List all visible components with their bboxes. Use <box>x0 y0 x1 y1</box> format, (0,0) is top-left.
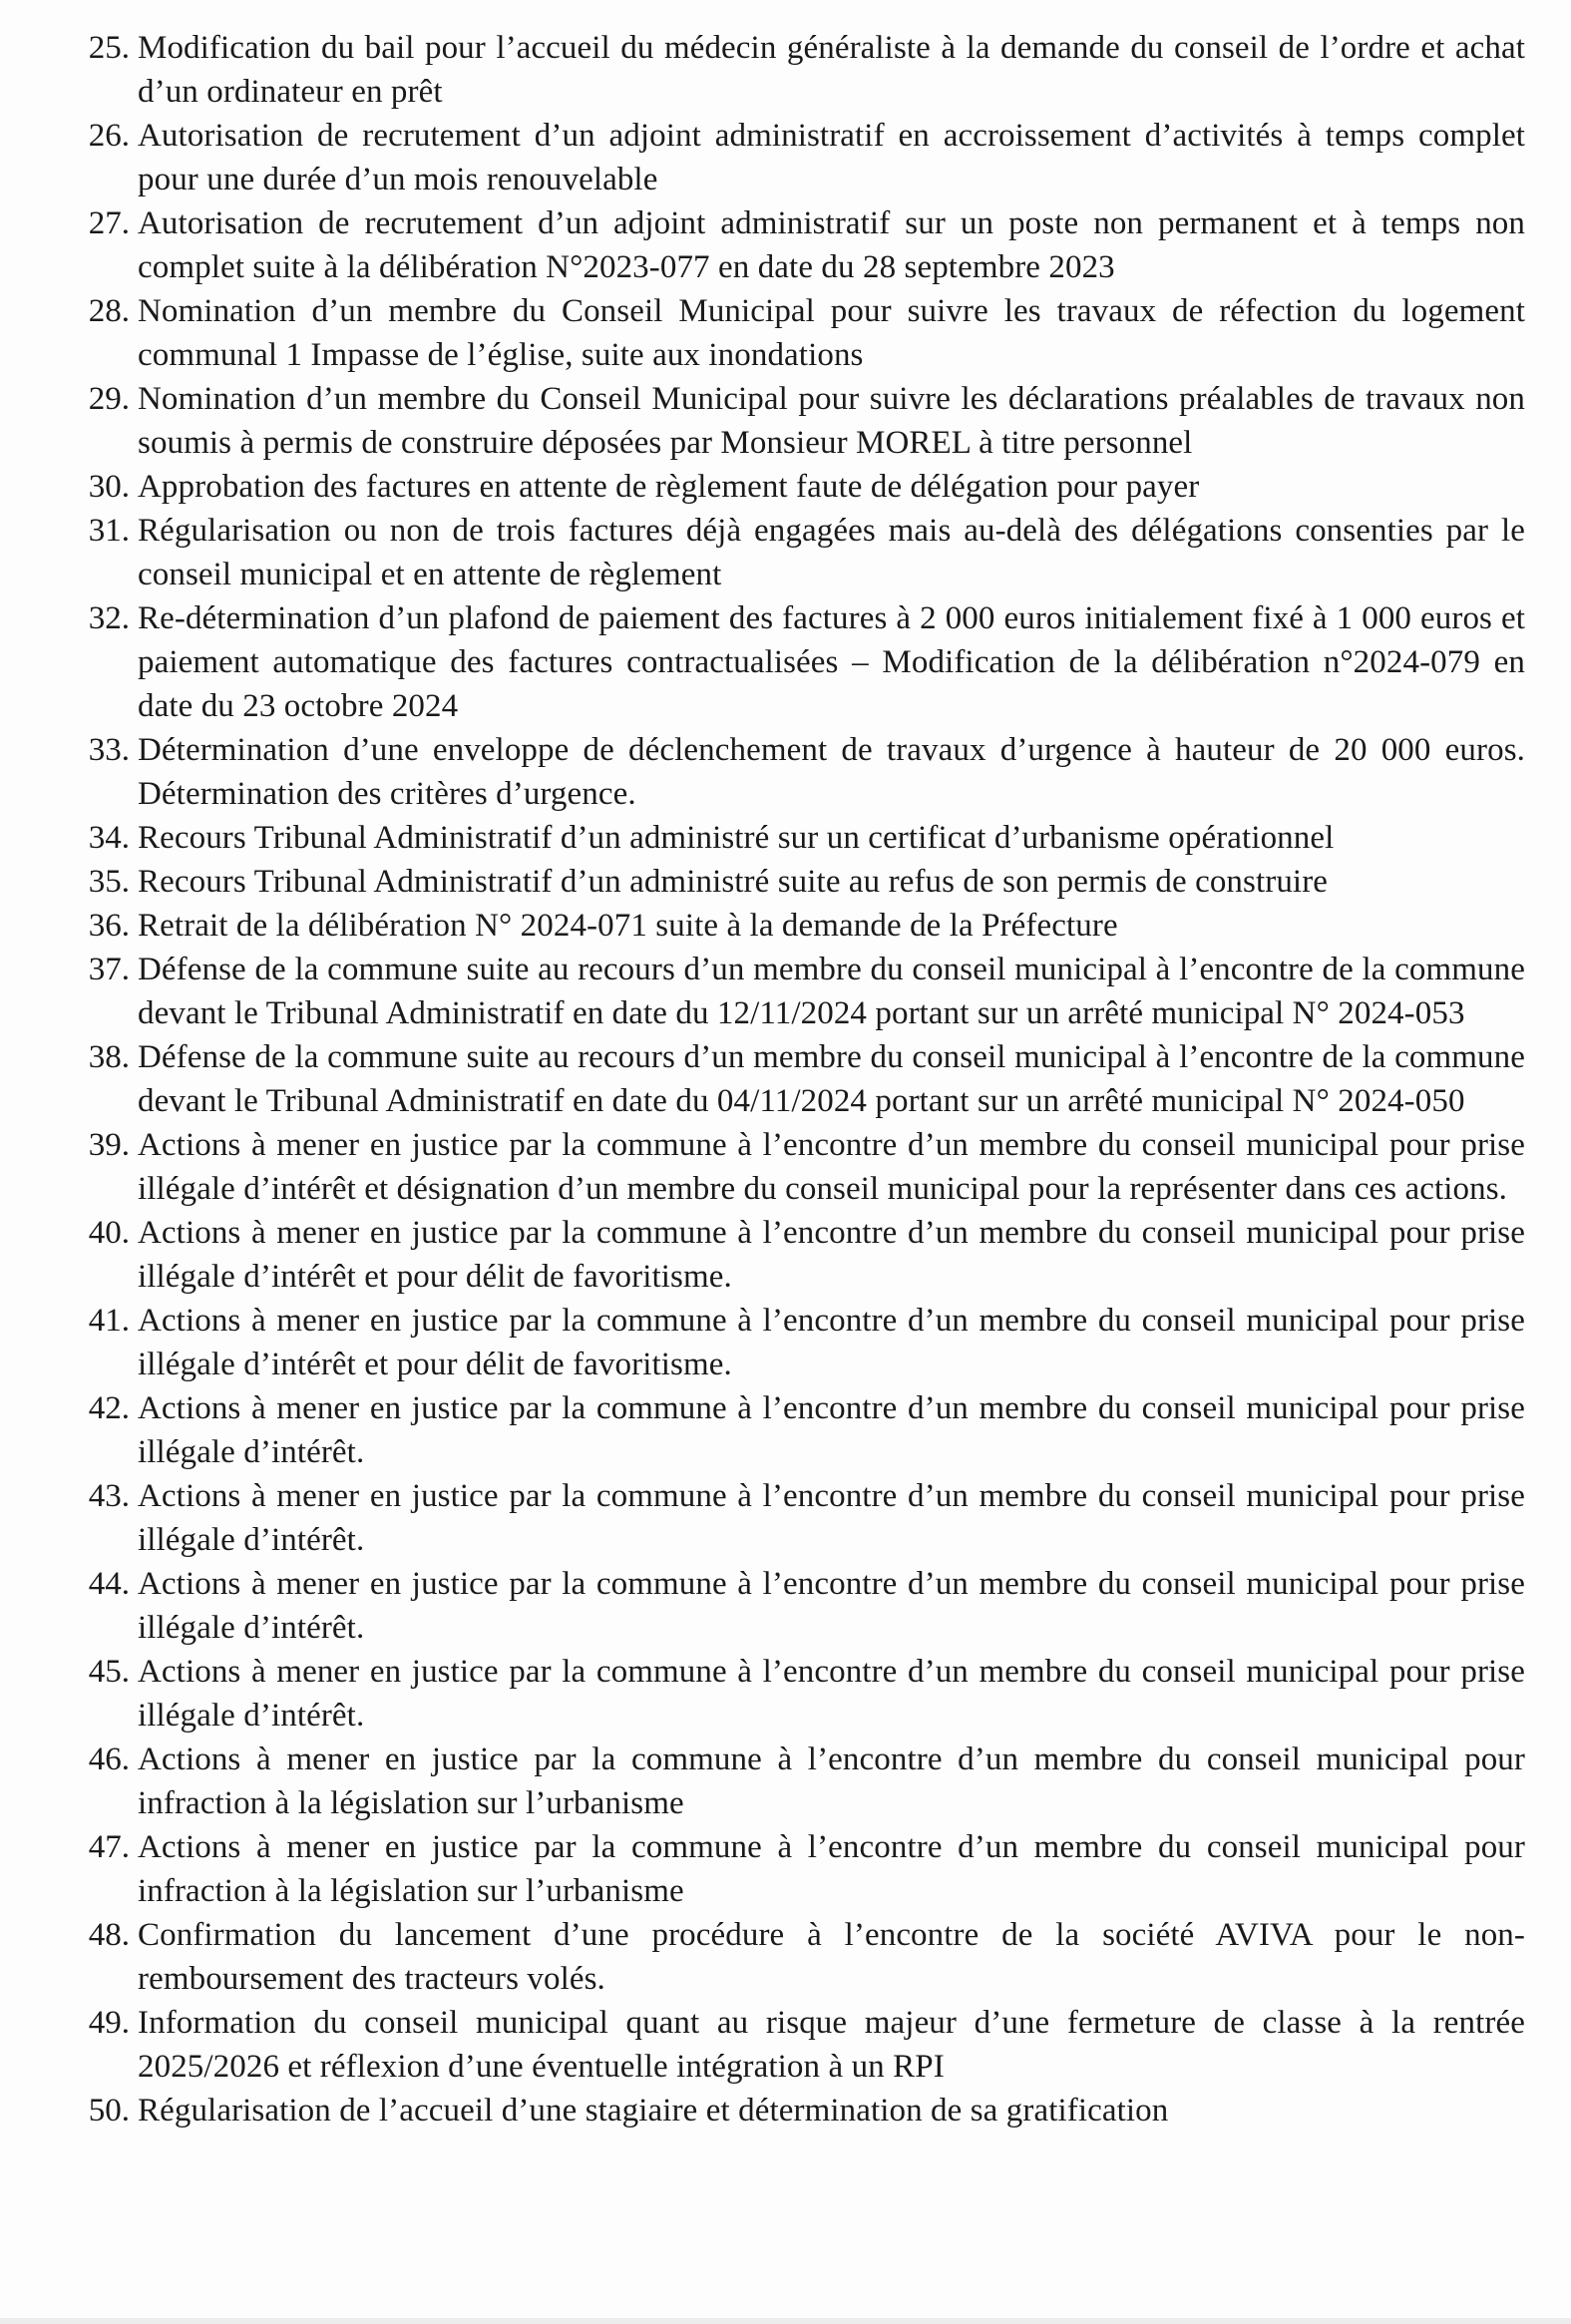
agenda-item-text: Détermination d’une enveloppe de déclenchement de travaux d’urgence à hauteur de 20 000 euros. Détermination des critères d’urgence. <box>138 732 1525 812</box>
agenda-item-text: Modification du bail pour l’accueil du médecin généraliste à la demande du conseil de l’ordre et achat d’un ordinateur en prêt <box>138 30 1525 110</box>
agenda-item-number: 39. <box>88 1127 130 1163</box>
agenda-item-number: 45. <box>88 1654 130 1690</box>
agenda-item-text: Recours Tribunal Administratif d’un administré sur un certificat d’urbanisme opérationnel <box>138 820 1335 856</box>
agenda-item <box>64 1035 1525 1123</box>
agenda-item-text: Nomination d’un membre du Conseil Municipal pour suivre les déclarations préalables de travaux non soumis à permis de construire déposées par Monsieur MOREL à titre personnel <box>138 381 1525 461</box>
agenda-item <box>64 904 1525 948</box>
agenda-item-number: 25. <box>88 30 130 66</box>
agenda-item-text: Actions à mener en justice par la commune à l’encontre d’un membre du conseil municipal pour prise illégale d’intérêt et désignation d’un membre du conseil municipal pour la représenter dans ces actions. <box>138 1127 1525 1207</box>
agenda-item <box>64 2001 1525 2089</box>
agenda-item-number: 43. <box>88 1478 130 1514</box>
agenda-item <box>64 1123 1525 1211</box>
agenda-item <box>64 1386 1525 1474</box>
agenda-item-number: 28. <box>88 293 130 329</box>
agenda-item <box>64 1738 1525 1825</box>
agenda-item-text: Autorisation de recrutement d’un adjoint administratif en accroissement d’activités à temps complet pour une durée d’un mois renouvelable <box>138 118 1525 197</box>
agenda-item <box>64 465 1525 509</box>
agenda-item-text: Actions à mener en justice par la commune à l’encontre d’un membre du conseil municipal pour prise illégale d’intérêt. <box>138 1654 1525 1734</box>
agenda-item <box>64 1299 1525 1386</box>
agenda-item-text: Information du conseil municipal quant au risque majeur d’une fermeture de classe à la rentrée 2025/2026 et réflexion d’une éventuelle intégration à un RPI <box>138 2005 1525 2085</box>
agenda-item-number: 35. <box>88 864 130 900</box>
agenda-item-number: 40. <box>88 1215 130 1251</box>
agenda-item-number: 46. <box>88 1742 130 1777</box>
agenda-item <box>64 1650 1525 1738</box>
agenda-item-number: 41. <box>88 1303 130 1339</box>
agenda-item <box>64 1211 1525 1299</box>
agenda-item-number: 33. <box>88 732 130 768</box>
agenda-item-number: 50. <box>88 2093 130 2129</box>
agenda-item <box>64 1474 1525 1562</box>
agenda-item-text: Actions à mener en justice par la commune à l’encontre d’un membre du conseil municipal pour prise illégale d’intérêt et pour délit de favoritisme. <box>138 1215 1525 1295</box>
agenda-item <box>64 377 1525 465</box>
agenda-item-text: Défense de la commune suite au recours d’un membre du conseil municipal à l’encontre de la commune devant le Tribunal Administratif en date du 12/11/2024 portant sur un arrêté municipal N° 2024-053 <box>138 952 1525 1031</box>
agenda-item-number: 34. <box>88 820 130 856</box>
agenda-item-number: 31. <box>88 513 130 549</box>
agenda-item-number: 26. <box>88 118 130 154</box>
agenda-item-number: 37. <box>88 952 130 987</box>
agenda-item-number: 32. <box>88 600 130 636</box>
agenda-list <box>64 26 1525 2132</box>
agenda-item-text: Actions à mener en justice par la commune à l’encontre d’un membre du conseil municipal pour prise illégale d’intérêt. <box>138 1478 1525 1558</box>
page-bottom-edge <box>0 2318 1571 2324</box>
agenda-item-text: Retrait de la délibération N° 2024-071 suite à la demande de la Préfecture <box>138 908 1118 944</box>
agenda-item <box>64 596 1525 728</box>
agenda-item-text: Actions à mener en justice par la commune à l’encontre d’un membre du conseil municipal pour prise illégale d’intérêt. <box>138 1390 1525 1470</box>
agenda-item-text: Régularisation ou non de trois factures déjà engagées mais au-delà des délégations consenties par le conseil municipal et en attente de règlement <box>138 513 1525 592</box>
agenda-item-number: 48. <box>88 1917 130 1953</box>
agenda-item <box>64 728 1525 816</box>
agenda-item-text: Régularisation de l’accueil d’une stagiaire et détermination de sa gratification <box>138 2093 1169 2129</box>
agenda-item-text: Approbation des factures en attente de règlement faute de délégation pour payer <box>138 469 1200 505</box>
agenda-item-text: Nomination d’un membre du Conseil Municipal pour suivre les travaux de réfection du logement communal 1 Impasse de l’église, suite aux inondations <box>138 293 1525 373</box>
agenda-item <box>64 948 1525 1035</box>
agenda-item-number: 30. <box>88 469 130 505</box>
agenda-item-text: Re-détermination d’un plafond de paiement des factures à 2 000 euros initialement fixé à 1 000 euros et paiement automatique des factures contractualisées – Modification de la délibération n°2024-079 en date du 23 octobre 2024 <box>138 600 1525 724</box>
agenda-item-text: Actions à mener en justice par la commune à l’encontre d’un membre du conseil municipal pour prise illégale d’intérêt et pour délit de favoritisme. <box>138 1303 1525 1382</box>
agenda-item-number: 27. <box>88 205 130 241</box>
agenda-item-number: 29. <box>88 381 130 417</box>
agenda-item <box>64 201 1525 289</box>
agenda-item-number: 49. <box>88 2005 130 2041</box>
agenda-item-text: Autorisation de recrutement d’un adjoint administratif sur un poste non permanent et à temps non complet suite à la délibération N°2023-077 en date du 28 septembre 2023 <box>138 205 1525 285</box>
agenda-item <box>64 289 1525 377</box>
agenda-item <box>64 860 1525 904</box>
agenda-item <box>64 1913 1525 2001</box>
agenda-item <box>64 2089 1525 2132</box>
agenda-item <box>64 1562 1525 1650</box>
agenda-item <box>64 26 1525 114</box>
agenda-item-text: Recours Tribunal Administratif d’un administré suite au refus de son permis de construire <box>138 864 1329 900</box>
agenda-item-text: Actions à mener en justice par la commune à l’encontre d’un membre du conseil municipal pour infraction à la législation sur l’urbanisme <box>138 1742 1525 1821</box>
agenda-item-number: 42. <box>88 1390 130 1426</box>
agenda-item-number: 44. <box>88 1566 130 1602</box>
agenda-item <box>64 816 1525 860</box>
agenda-item <box>64 114 1525 201</box>
agenda-item-text: Actions à mener en justice par la commune à l’encontre d’un membre du conseil municipal pour infraction à la législation sur l’urbanisme <box>138 1829 1525 1909</box>
agenda-item-number: 47. <box>88 1829 130 1865</box>
agenda-item-number: 38. <box>88 1039 130 1075</box>
agenda-item-number: 36. <box>88 908 130 944</box>
agenda-item <box>64 1825 1525 1913</box>
agenda-item-text: Défense de la commune suite au recours d’un membre du conseil municipal à l’encontre de la commune devant le Tribunal Administratif en date du 04/11/2024 portant sur un arrêté municipal N° 2024-050 <box>138 1039 1525 1119</box>
agenda-item <box>64 509 1525 596</box>
agenda-item-text: Confirmation du lancement d’une procédure à l’encontre de la société AVIVA pour le non-remboursement des tracteurs volés. <box>138 1917 1525 1997</box>
agenda-item-text: Actions à mener en justice par la commune à l’encontre d’un membre du conseil municipal pour prise illégale d’intérêt. <box>138 1566 1525 1646</box>
